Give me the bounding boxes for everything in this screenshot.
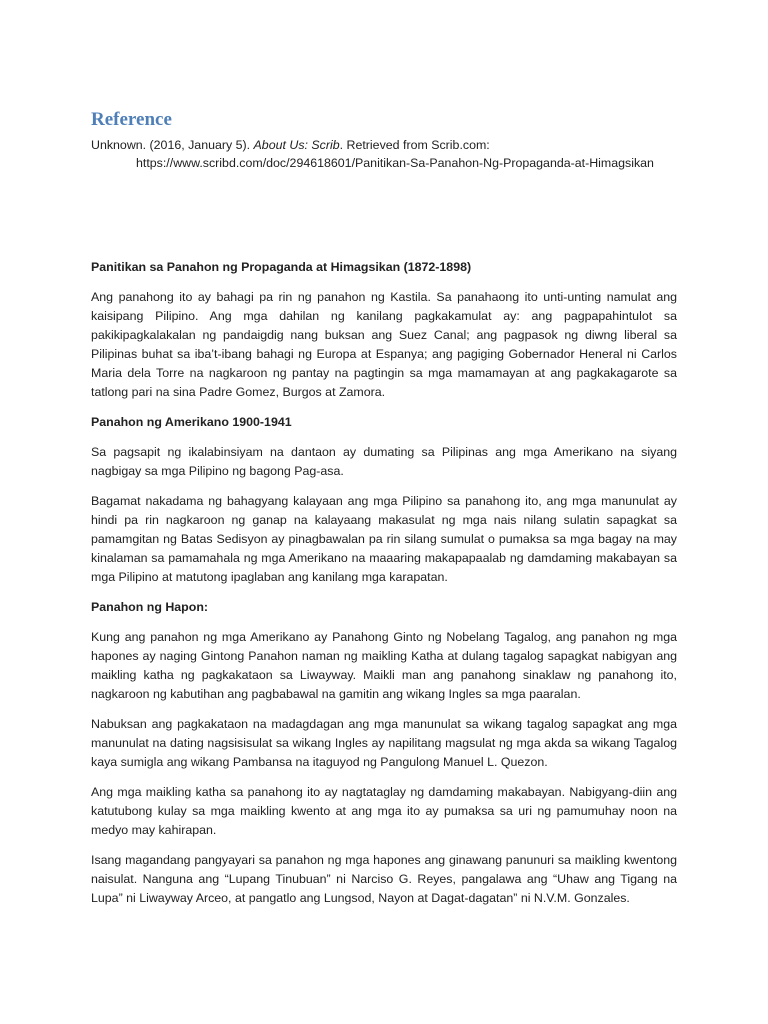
- paragraph-amerikano-2: Bagamat nakadama ng bahagyang kalayaan ang mga Pilipino sa panahong ito, ang mga manunulat ay hindi pa rin nagkaroon ng ganap na kalayaang makasulat ng mga nais nilang sulatin sapagkat sa pamamgitan ng Batas Sedisyon ay pinagbawalan pa rin silang sumulat o pumaksa sa mga bagay na may kinalaman sa pamamahala ng mga Amerikano na maaaring makapapaalab ng damdaming makabayan sa mga Pilipino at matutong ipaglaban ang kanilang mga karapatan.: [91, 494, 677, 584]
- paragraph-amerikano-1: Sa pagsapit ng ikalabinsiyam na dantaon ay dumating sa Pilipinas ang mga Amerikano na siyang nagbigay sa mga Pilipino ng bagong Pag-asa.: [91, 445, 677, 478]
- citation-author-date: Unknown. (2016, January 5).: [91, 138, 254, 152]
- reference-citation: [91, 136, 677, 172]
- section-title-amerikano: Panahon ng Amerikano 1900-1941: [91, 415, 292, 429]
- document-page: [91, 108, 677, 919]
- paragraph-hapon-1: Kung ang panahon ng mga Amerikano ay Panahong Ginto ng Nobelang Tagalog, ang panahon ng mga hapones ay naging Gintong Panahon naman ng maikling Katha at dulang tagalog sapagkat nabigyan ang maikling katha ng pagkakataon sa Liwayway. Maikli man ang panahong sinaklaw ng panahong ito, nagkaroon ng kabutihan ang pagbabawal na gamitin ang wikang Ingles sa mga paaralan.: [91, 630, 677, 701]
- paragraph-hapon-3: Ang mga maikling katha sa panahong ito ay nagtataglay ng damdaming makabayan. Nabigyang-diin ang katutubong kulay sa mga maikling kwento at ang mga ito ay pumaksa sa uri ng pamumuhay noon na medyo may kahirapan.: [91, 785, 677, 837]
- citation-url[interactable]: https://www.scribd.com/doc/294618601/Panitikan-Sa-Panahon-Ng-Propaganda-at-Himagsikan: [136, 156, 654, 170]
- citation-title: About Us: Scrib: [253, 138, 340, 152]
- paragraph-hapon-4: Isang magandang pangyayari sa panahon ng mga hapones ang ginawang panunuri sa maikling kwentong naisulat. Nanguna ang “Lupang Tinubuan” ni Narciso G. Reyes, pangalawa ang “Uhaw ang Tigang na Lupa” ni Liwayway Arceo, at pangatlo ang Lungsod, Nayon at Dagat-dagatan” ni N.V.M. Gonzales.: [91, 853, 677, 905]
- section-title-hapon: Panahon ng Hapon:: [91, 600, 209, 614]
- paragraph-hapon-2: Nabuksan ang pagkakataon na madagdagan ang mga manunulat sa wikang tagalog sapagkat ang mga manunulat na dating nagsisisulat sa wikang Ingles ay napilitang magsulat ng mga akda sa wikang Tagalog kaya sumigla ang wikang Pambansa na itaguyod ng Pangulong Manuel L. Quezon.: [91, 717, 677, 769]
- citation-retrieved: . Retrieved from Scrib.com:: [339, 138, 490, 152]
- section-title-propaganda: Panitikan sa Panahon ng Propaganda at Himagsikan (1872-1898): [91, 260, 472, 274]
- section-spacer: [91, 172, 677, 258]
- paragraph-propaganda-1: Ang panahong ito ay bahagi pa rin ng panahon ng Kastila. Sa panahaong ito unti-unting namulat ang kaisipang Pilipino. Ang mga dahilan ng kanilang pagkakamulat ay: ang pagpapahintulot sa pakikipagkalakalan ng pandaigdig nang buksan ang Suez Canal; ang pagpasok ng diwng liberal sa Pilipinas buhat sa iba’t-ibang bahagi ng Europa at Espanya; ang pagiging Gobernador Heneral ni Carlos Maria dela Torre na nagkaroon ng pantay na pagtingin sa mga mamamayan at ang pagkakagarote sa tatlong pari na sina Padre Gomez, Burgos at Zamora.: [91, 290, 677, 399]
- reference-heading: Reference: [91, 109, 172, 130]
